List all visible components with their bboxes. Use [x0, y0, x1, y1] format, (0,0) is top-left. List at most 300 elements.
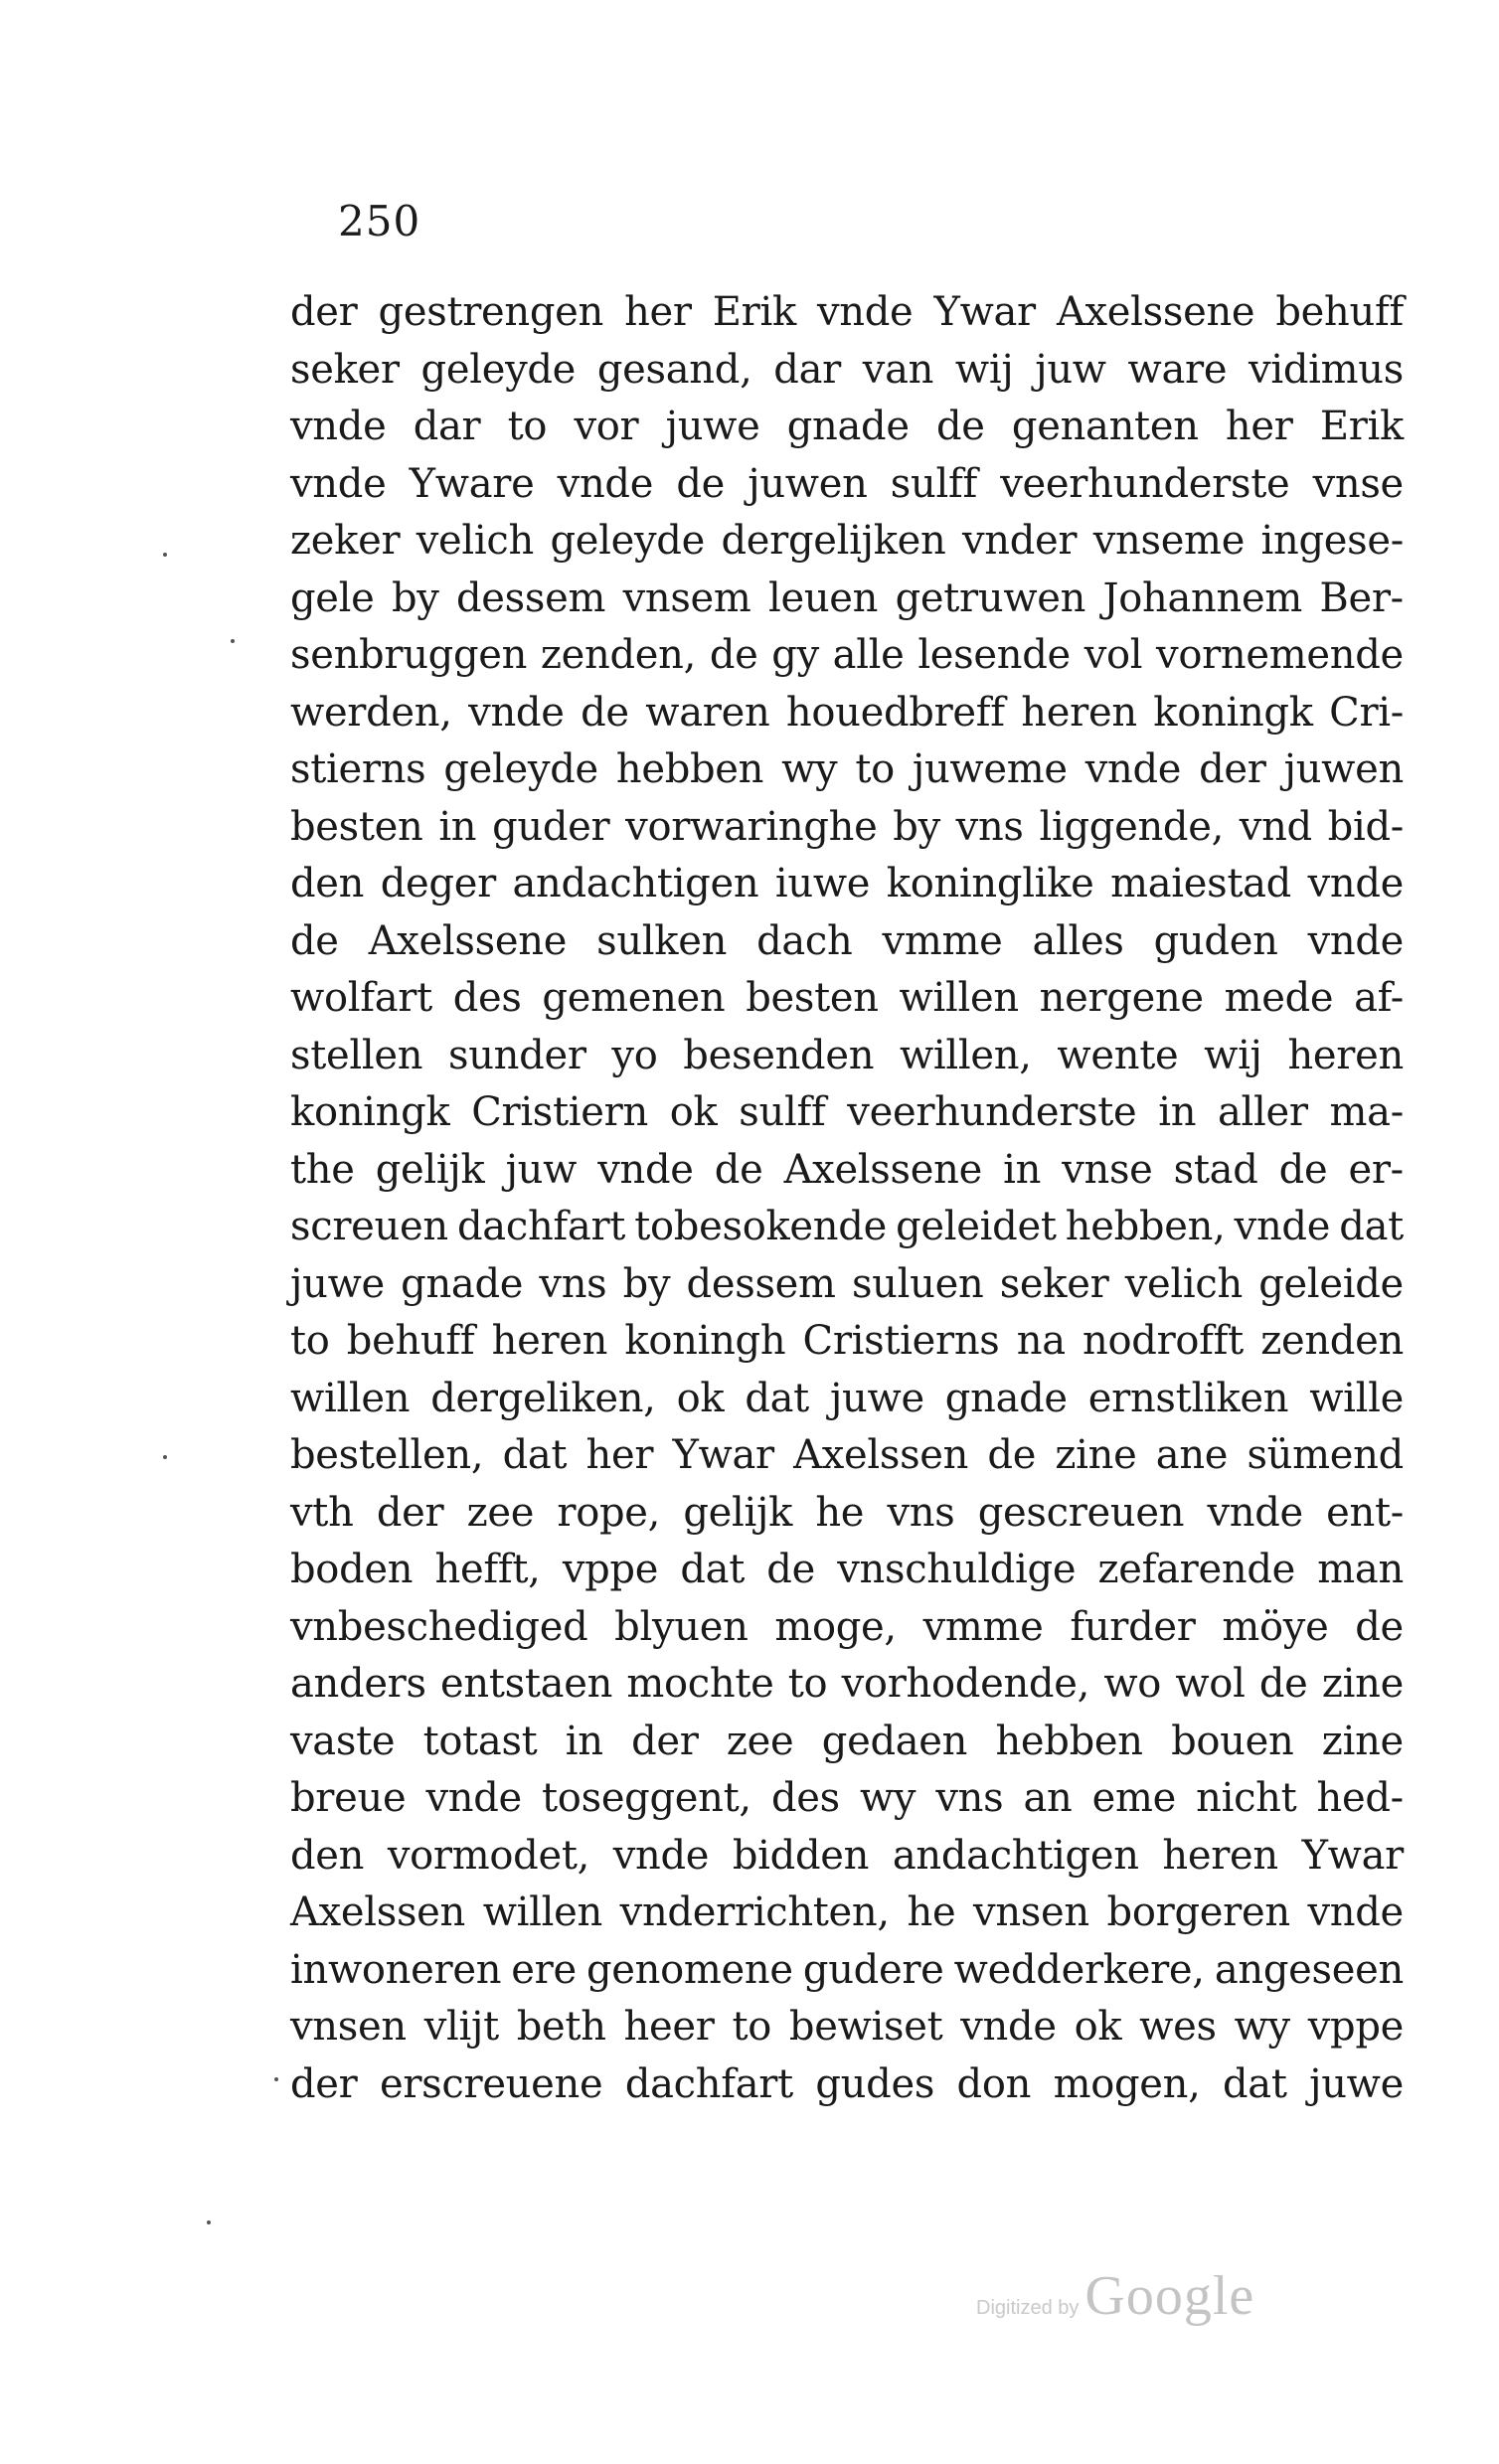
text-line [290, 1199, 1404, 1256]
text-line [290, 799, 1404, 857]
word: vnbeschediged [290, 1603, 588, 1650]
word: gedaen [821, 1718, 968, 1764]
text-line [290, 1084, 1404, 1142]
word: vnde [597, 1146, 694, 1193]
word: gemenen [542, 975, 726, 1021]
word: Yware [409, 460, 535, 507]
word: gelijk [375, 1146, 485, 1193]
word: sunder [447, 1032, 586, 1078]
word: vorhodende, [841, 1661, 1090, 1707]
word: juwen [1283, 746, 1404, 792]
word: vnde [1307, 1889, 1404, 1935]
word: geleidet [896, 1204, 1057, 1249]
word: in [1003, 1146, 1042, 1193]
text-line [290, 913, 1404, 971]
word: Erik [1319, 404, 1404, 449]
word: heer [623, 2004, 715, 2050]
word: sulff [739, 1089, 826, 1135]
word: hed- [1316, 1775, 1404, 1821]
word: vnsem [622, 575, 751, 621]
word: koningk [290, 1089, 450, 1135]
word: to [290, 1318, 330, 1364]
word: hebben [995, 1718, 1143, 1764]
text-line [290, 1999, 1404, 2056]
word: to [855, 746, 895, 792]
word: behuff [346, 1318, 475, 1364]
word: koninglike [886, 861, 1094, 906]
word: mogen, [1053, 2060, 1201, 2107]
word: entstaen [440, 1661, 613, 1707]
text-line [290, 627, 1404, 685]
word: de [1278, 1146, 1328, 1193]
word: Ber- [1319, 575, 1404, 621]
word: her [585, 1432, 654, 1478]
word: andachtigen [892, 1832, 1139, 1879]
word: blyuen [614, 1603, 749, 1650]
word: willen [290, 1375, 411, 1421]
text-line [290, 1542, 1404, 1599]
word: in [565, 1718, 603, 1764]
word: de [290, 917, 339, 964]
word: wy [1234, 2004, 1290, 2050]
word: vnde [1084, 746, 1182, 792]
word: rope, [557, 1489, 661, 1536]
word: Johannem [1102, 575, 1302, 621]
word: juwe [290, 1260, 385, 1307]
word: wy [781, 746, 838, 792]
word: to [787, 1661, 828, 1707]
word: ernstliken [1087, 1375, 1289, 1421]
word: willen [899, 975, 1019, 1021]
word: dat [502, 1432, 568, 1478]
text-line [290, 284, 1404, 342]
word: vnseme [1092, 518, 1246, 564]
word: des [770, 1775, 840, 1821]
word: hebben, [1065, 1204, 1226, 1249]
text-line [290, 1828, 1404, 1886]
word: vnderrichten, [619, 1889, 890, 1935]
word: Axelssene [783, 1146, 982, 1193]
text-line [290, 1656, 1404, 1714]
google-logo-text: Google [1084, 2265, 1255, 2327]
word: mede [1224, 975, 1334, 1021]
word: gnade [786, 404, 910, 449]
word: vnde [557, 460, 654, 507]
word: wo [1103, 1661, 1162, 1707]
word: juw [1035, 346, 1106, 393]
word: vppe [562, 1547, 659, 1592]
word: maiestad [1110, 861, 1291, 906]
word: aller [1217, 1089, 1308, 1135]
word: geleyde [420, 346, 577, 393]
word: by [391, 575, 439, 621]
word: de [766, 1547, 815, 1592]
word: Cristierns [802, 1318, 1000, 1364]
word: anders [290, 1661, 426, 1707]
word: koningk [1153, 689, 1313, 736]
word: inwoneren [290, 1946, 502, 1993]
word: vppe [1307, 2004, 1404, 2050]
word: ingese- [1260, 518, 1404, 564]
word: sulken [596, 917, 728, 964]
word: angeseen [1214, 1946, 1404, 1993]
word: vmme [882, 917, 1003, 964]
word: bestellen, [290, 1432, 484, 1478]
word: geleyde [443, 746, 598, 792]
word: juwe [829, 1375, 924, 1421]
word: deger [380, 861, 496, 906]
word: veerhunderste [847, 1089, 1137, 1135]
word: toseggent, [542, 1775, 751, 1821]
word: seker [290, 346, 400, 393]
word: dessem [456, 575, 606, 621]
word: zine [1055, 1432, 1137, 1478]
word: vns [539, 1260, 607, 1307]
text-line [290, 1427, 1404, 1485]
word: den [290, 1832, 365, 1879]
word: guden [1153, 917, 1278, 964]
word: na [1016, 1318, 1066, 1364]
word: vnse [1312, 460, 1404, 507]
word: in [1158, 1089, 1197, 1135]
word: juwen [748, 460, 868, 507]
word: wente [1057, 1032, 1179, 1078]
word: nergene [1039, 975, 1204, 1021]
word: de [987, 1432, 1037, 1478]
word: vornemende [1156, 632, 1404, 678]
word: vns [935, 1775, 1004, 1821]
word: andachtigen [512, 861, 759, 906]
word: dar [773, 346, 841, 393]
word: velich [1124, 1260, 1243, 1307]
word: vnde [1307, 917, 1404, 964]
word: dessem [686, 1260, 836, 1307]
word: waren [645, 689, 770, 736]
word: totast [422, 1718, 538, 1764]
word: juw [505, 1146, 578, 1193]
word: de [935, 404, 985, 449]
word: in [438, 803, 477, 850]
watermark-prefix: Digitized by [976, 2297, 1080, 2319]
word: behuff [1275, 289, 1404, 335]
word: leuen [767, 575, 879, 621]
scan-speck [163, 1455, 167, 1459]
word: besenden [683, 1032, 875, 1078]
scan-speck [274, 2077, 278, 2081]
word: geleide [1258, 1260, 1404, 1307]
word: dat [1223, 2060, 1287, 2107]
word: vnde [960, 2004, 1057, 2050]
word: juweme [912, 746, 1068, 792]
word: zee [726, 1718, 794, 1764]
word: ware [1127, 346, 1228, 393]
word: koningh [624, 1318, 786, 1364]
word: Cristiern [471, 1089, 648, 1135]
word: zenden [1260, 1318, 1404, 1364]
word: vaste [290, 1718, 396, 1764]
word: der [1199, 746, 1266, 792]
word: vnde [290, 404, 387, 449]
word: he [815, 1489, 865, 1536]
word: vormodet, [387, 1832, 590, 1879]
word: ent- [1326, 1489, 1404, 1536]
scan-speck [163, 553, 167, 557]
word: hebben [615, 746, 764, 792]
word: vnschuldige [837, 1547, 1077, 1592]
word: den [290, 861, 365, 906]
text-line [290, 1942, 1404, 2000]
word: dat [680, 1547, 745, 1592]
text-line [290, 741, 1404, 799]
word: ok [1074, 2004, 1122, 2050]
word: yo [611, 1032, 658, 1078]
text-line [290, 1371, 1404, 1428]
word: de [676, 460, 726, 507]
text-line [290, 456, 1404, 514]
word: velich [416, 518, 534, 564]
word: alles [1032, 917, 1124, 964]
word: genomene [586, 1946, 793, 1993]
word: Ywar [1301, 1832, 1404, 1879]
word: stierns [290, 746, 426, 792]
word: ok [669, 1089, 718, 1135]
word: vnsen [290, 2004, 407, 2050]
word: af- [1354, 975, 1404, 1021]
word: furder [1070, 1603, 1196, 1650]
text-line [290, 1485, 1404, 1543]
word: Erik [712, 289, 796, 335]
word: gy [771, 632, 819, 678]
text-line [290, 399, 1404, 456]
word: Axelssene [368, 917, 568, 964]
word: gudere [802, 1946, 944, 1993]
word: er- [1348, 1146, 1404, 1193]
word: lesende [917, 632, 1071, 678]
word: besten [290, 803, 423, 850]
word: zeker [290, 518, 401, 564]
scan-speck [207, 2220, 211, 2224]
word: to [507, 404, 548, 449]
word: vns [955, 803, 1024, 850]
word: vorwaringhe [625, 803, 878, 850]
word: vnde [1234, 1204, 1331, 1249]
word: veerhunderste [1000, 460, 1290, 507]
word: by [622, 1260, 671, 1307]
word: de [581, 689, 629, 736]
word: houedbreff [785, 689, 1005, 736]
word: Axelssene [1056, 289, 1255, 335]
word: ere [511, 1946, 577, 1993]
word: zine [1321, 1718, 1404, 1764]
page-number: 250 [338, 197, 421, 246]
word: hefft, [434, 1547, 541, 1592]
text-line [290, 342, 1404, 400]
word: man [1317, 1547, 1404, 1592]
word: getruwen [895, 575, 1086, 621]
word: vnde [1307, 861, 1404, 906]
word: wij [954, 346, 1014, 393]
text-line [290, 2056, 1404, 2114]
word: moge, [774, 1603, 897, 1650]
word: gudes [815, 2060, 935, 2107]
word: wy [859, 1775, 916, 1821]
word: willen [482, 1889, 602, 1935]
word: vnde [1207, 1489, 1303, 1536]
word: vnsen [973, 1889, 1089, 1935]
word: iuwe [774, 861, 871, 906]
word: gele [290, 575, 375, 621]
text-line [290, 1770, 1404, 1828]
word: he [907, 1889, 956, 1935]
word: wes [1139, 2004, 1217, 2050]
word: wol [1175, 1661, 1246, 1707]
word: an [1023, 1775, 1073, 1821]
word: breue [290, 1775, 407, 1821]
word: werden, [290, 689, 452, 736]
word: the [290, 1146, 355, 1193]
word: seker [999, 1260, 1109, 1307]
word: suluen [851, 1260, 984, 1307]
text-line [290, 1714, 1404, 1771]
text-line [290, 1599, 1404, 1657]
word: vnse [1062, 1146, 1153, 1193]
word: heren [491, 1318, 608, 1364]
word: vnder [961, 518, 1078, 564]
word: des [452, 975, 522, 1021]
word: screuen [290, 1204, 448, 1249]
word: de [1355, 1603, 1404, 1650]
word: heren [1021, 689, 1137, 736]
text-line [290, 571, 1404, 628]
word: vor [574, 404, 639, 449]
word: heren [1287, 1032, 1404, 1078]
word: gesand, [596, 346, 752, 393]
word: mochte [626, 1661, 774, 1707]
word: nicht [1196, 1775, 1297, 1821]
word: wedderkere, [953, 1946, 1205, 1993]
word: dergeliken, [430, 1375, 656, 1421]
digitized-by-google-watermark [976, 2264, 1254, 2328]
text-line [290, 1313, 1404, 1371]
word: vmme [922, 1603, 1044, 1650]
word: sümend [1247, 1432, 1404, 1478]
word: ma- [1329, 1089, 1404, 1135]
word: her [1225, 404, 1293, 449]
word: zenden, [540, 632, 697, 678]
text-line [290, 1028, 1404, 1085]
word: gnade [944, 1375, 1068, 1421]
word: der [290, 289, 358, 335]
word: nodrofft [1083, 1318, 1244, 1364]
text-line [290, 1885, 1404, 1942]
word: gescreuen [977, 1489, 1185, 1536]
word: besten [746, 975, 879, 1021]
text-line [290, 1142, 1404, 1200]
word: geleyde [550, 518, 705, 564]
word: Ywar [933, 289, 1036, 335]
text-line [290, 856, 1404, 913]
word: vnde [290, 460, 387, 507]
word: vidimus [1249, 346, 1404, 393]
word: vnde [425, 1775, 522, 1821]
word: boden [290, 1547, 414, 1592]
word: beth [516, 2004, 606, 2050]
word: liggende, [1039, 803, 1224, 850]
word: dachfart [457, 1204, 626, 1249]
word: wij [1204, 1032, 1262, 1078]
word: willen, [899, 1032, 1032, 1078]
word: bewiset [788, 2004, 943, 2050]
word: bouen [1171, 1718, 1294, 1764]
word: tobesokende [634, 1204, 887, 1249]
word: Cri- [1329, 689, 1404, 736]
word: de [709, 632, 758, 678]
word: heren [1162, 1832, 1278, 1879]
word: wille [1309, 1375, 1404, 1421]
scan-speck [231, 639, 235, 643]
word: Axelssen [793, 1432, 969, 1478]
word: juwe [1309, 2060, 1404, 2107]
word: gelijk [683, 1489, 793, 1536]
word: stad [1173, 1146, 1258, 1193]
word: dat [1339, 1204, 1404, 1249]
word: vns [887, 1489, 955, 1536]
word: der [631, 1718, 699, 1764]
word: don [956, 2060, 1032, 2107]
word: ane [1155, 1432, 1229, 1478]
word: ok [676, 1375, 725, 1421]
word: dat [745, 1375, 809, 1421]
word: gnade [401, 1260, 524, 1307]
word: guder [492, 803, 610, 850]
word: der [376, 1489, 444, 1536]
text-line [290, 685, 1404, 742]
word: her [624, 289, 692, 335]
word: genanten [1011, 404, 1199, 449]
word: vol [1083, 632, 1143, 678]
text-line [290, 1256, 1404, 1314]
word: vnde [612, 1832, 710, 1879]
word: zee [466, 1489, 535, 1536]
word: sulff [890, 460, 977, 507]
body-text [290, 284, 1404, 2113]
word: vnde [468, 689, 565, 736]
word: eme [1091, 1775, 1176, 1821]
word: Axelssen [290, 1889, 465, 1935]
word: Ywar [672, 1432, 774, 1478]
word: erscreuene [379, 2060, 603, 2107]
word: dach [756, 917, 853, 964]
word: möye [1222, 1603, 1329, 1650]
word: by [893, 803, 940, 850]
word: borgeren [1106, 1889, 1290, 1935]
word: van [862, 346, 934, 393]
word: to [732, 2004, 772, 2050]
word: gestrengen [378, 289, 604, 335]
word: dachfart [624, 2060, 793, 2107]
word: wolfart [290, 975, 432, 1021]
word: de [714, 1146, 763, 1193]
word: vlijt [423, 2004, 499, 2050]
word: vnd [1239, 803, 1312, 850]
text-line [290, 513, 1404, 571]
word: stellen [290, 1032, 423, 1078]
word: zine [1321, 1661, 1404, 1707]
text-line [290, 970, 1404, 1028]
word: dergelijken [721, 518, 946, 564]
word: senbruggen [290, 632, 528, 678]
word: zefarende [1097, 1547, 1295, 1592]
